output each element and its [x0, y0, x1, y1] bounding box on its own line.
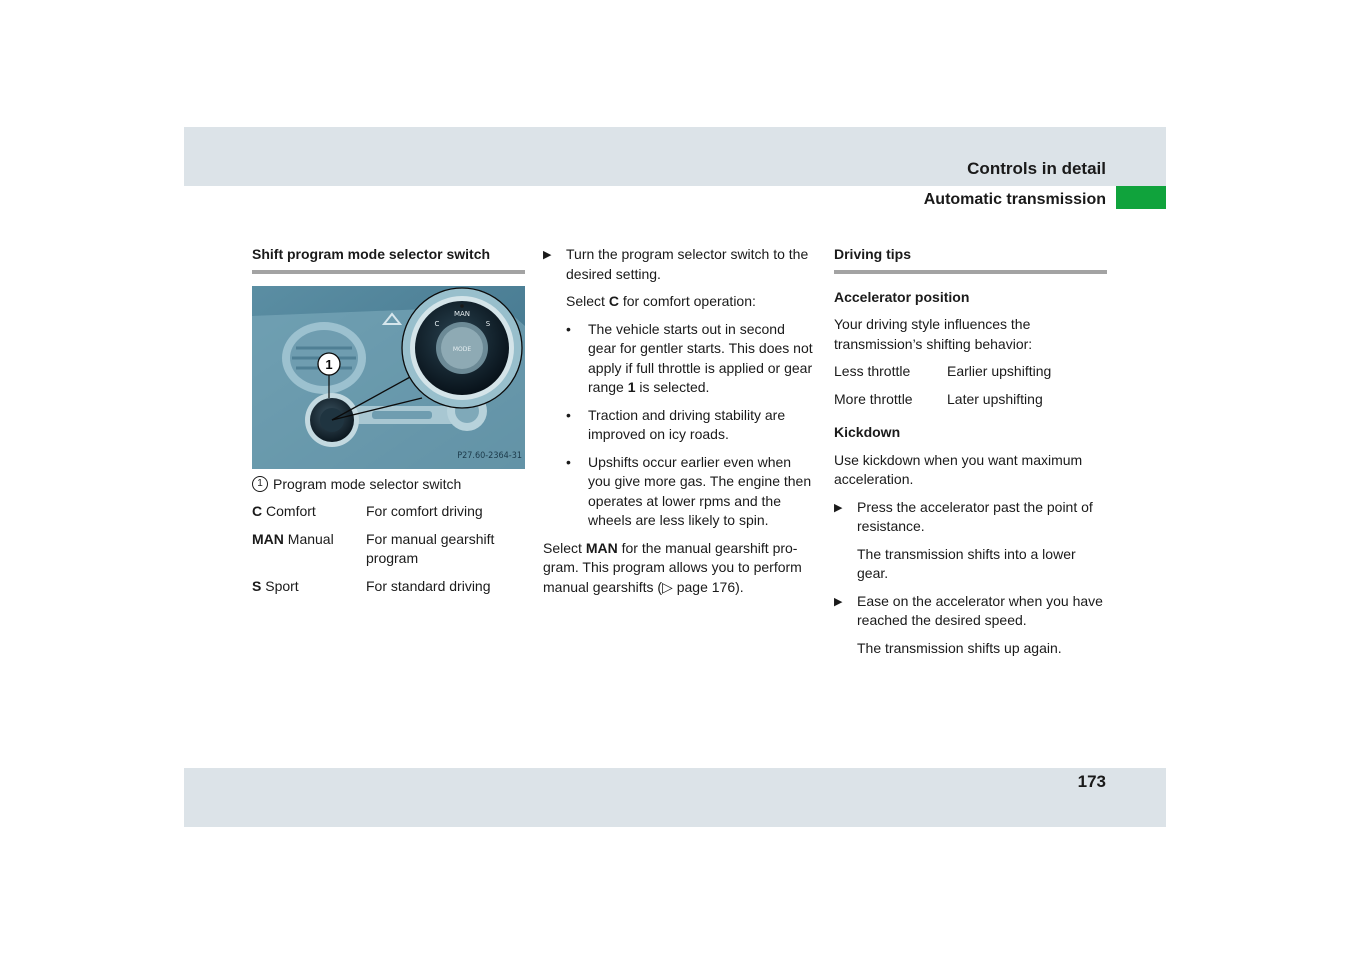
- instruction-step: ▶ Ease on the accelerator when you have reached the desired speed.: [834, 592, 1107, 631]
- step-result: The transmission shifts into a lower gear.: [857, 545, 1076, 581]
- mode-name: Manual: [283, 530, 334, 547]
- bullet-icon: •: [566, 453, 571, 470]
- selector-switch-photo: [252, 286, 525, 469]
- page-number: 173: [1077, 772, 1106, 791]
- select-comfort-text: Select C for comfort operation:: [566, 293, 756, 309]
- mode-row-manual: [252, 530, 525, 569]
- mode-description: For standard driving: [366, 577, 491, 594]
- comfort-bullets: [543, 320, 816, 531]
- list-item: • Traction and driving stability are improved on icy roads.: [566, 406, 816, 445]
- mode-name: Comfort: [262, 503, 316, 519]
- knob-label-man: MAN: [453, 309, 471, 318]
- image-code: P27.60-2364-31: [457, 451, 522, 461]
- mode-key: C: [252, 503, 263, 519]
- middle-column: [543, 245, 816, 605]
- arrow-icon: ▶: [834, 595, 843, 608]
- svg-text:1: 1: [325, 356, 333, 372]
- step-result: The transmission shifts up again.: [857, 639, 1062, 656]
- arrow-icon: ▶: [543, 249, 552, 261]
- mode-key: MAN: [252, 530, 284, 547]
- selector-switch-illustration: [252, 286, 525, 469]
- accelerator-heading: Accelerator position: [834, 288, 970, 305]
- knob-label-mode: MODE: [452, 345, 472, 353]
- footer-band: [184, 768, 1166, 827]
- mode-description: For comfort driving: [366, 503, 483, 519]
- accelerator-text: Your driving style influences the transmission’s shifting behavior:: [834, 316, 1033, 352]
- callout-1: [318, 353, 340, 375]
- section-tab-marker: [1116, 186, 1166, 209]
- left-column: [252, 245, 525, 604]
- section-title: Automatic transmission: [923, 191, 1106, 208]
- instruction-step: ▶ Turn the program selector switch to the desired setting.: [543, 245, 816, 284]
- driving-tips-heading: Driving tips: [834, 245, 1107, 274]
- mode-row-sport: [252, 577, 525, 597]
- shift-program-heading: Shift program mode selector switch: [252, 245, 525, 274]
- throttle-row: More throttle Later upshifting: [834, 390, 1043, 407]
- mode-row-comfort: [252, 502, 525, 522]
- bullet-icon: •: [566, 320, 571, 337]
- kickdown-text: Use kickdown when you want maximum acceleration.: [834, 451, 1083, 487]
- bullet-icon: •: [566, 406, 571, 423]
- instruction-step: ▶ Press the accelerator past the point of resistance.: [834, 498, 1107, 537]
- caption-number: 1: [252, 476, 268, 492]
- list-item: • Upshifts occur earlier even when you give more gas. The engine then operates at lower rpms and the wheels are less likely to spin.: [566, 453, 816, 531]
- mode-key: S: [252, 577, 262, 594]
- list-item: • The vehicle starts out in second gear for gentler starts. This does not apply if full throttle is applied or gear range 1 is selected.: [566, 320, 816, 398]
- selector-knob-closeup: [402, 288, 522, 408]
- kickdown-heading: Kickdown: [834, 424, 901, 440]
- throttle-row: Less throttle Earlier upshifting: [834, 363, 1052, 379]
- knob-label-c: C: [434, 319, 440, 328]
- select-manual-text: Select MAN for the manual gearshift pro-gram. This program allows you to perform manual gearshifts (▷ page 176).: [543, 539, 802, 595]
- chapter-title: Controls in detail: [967, 159, 1106, 178]
- knob-label-s: S: [485, 319, 491, 328]
- arrow-icon: ▶: [834, 501, 843, 514]
- caption-text: Program mode selector switch: [273, 475, 462, 492]
- mode-description: For manual gearshift program: [366, 530, 495, 566]
- mode-name: Sport: [261, 577, 299, 594]
- image-caption: [252, 475, 525, 495]
- right-column: [834, 245, 1107, 666]
